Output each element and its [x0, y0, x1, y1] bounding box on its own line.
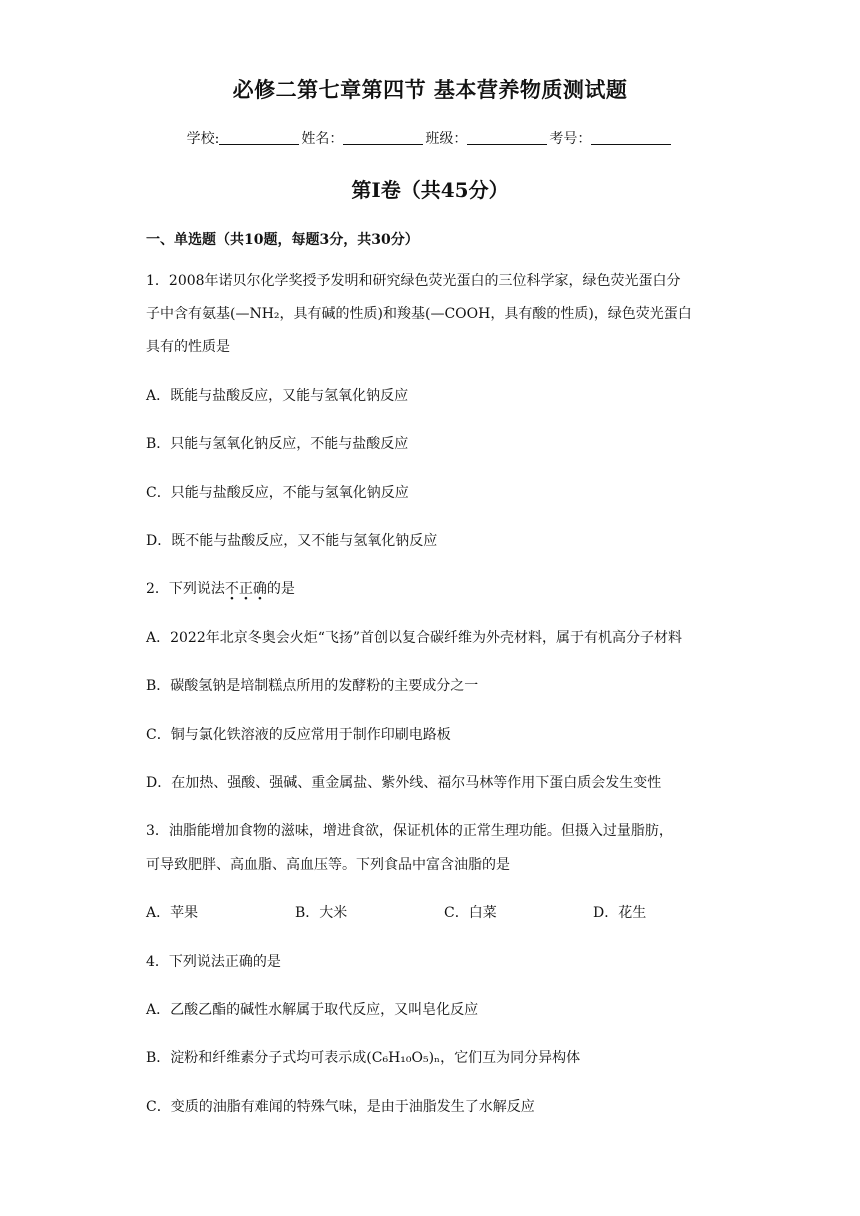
q1-stem-line-2: 子中含有氨基(—NH₂，具有碱的性质)和羧基(—COOH，具有酸的性质)，绿色荧光蛋白: [146, 306, 692, 322]
q3-stem-line-1: 3．油脂能增加食物的滋味，增进食欲，保证机体的正常生理功能。但摄入过量脂肪，: [146, 823, 673, 839]
number-blank: [591, 130, 671, 145]
q1-option-c: C．只能与盐酸反应，不能与氢氧化钠反应: [146, 485, 409, 501]
q3-option-b: B．大米: [295, 905, 348, 921]
q1-stem-line-1: 1．2008年诺贝尔化学奖授予发明和研究绿色荧光蛋白的三位科学家，绿色荧光蛋白分: [146, 273, 681, 289]
q2-emphasis-2: 正: [238, 581, 253, 597]
q3-stem-line-2: 可导致肥胖、高血脂、高血压等。下列食品中富含油脂的是: [146, 857, 510, 873]
q1-option-a: A．既能与盐酸反应，又能与氢氧化钠反应: [146, 388, 409, 404]
q2-option-d: D．在加热、强酸、强碱、重金属盐、紫外线、福尔马林等作用下蛋白质会发生变性: [146, 775, 662, 791]
q2-stem-prefix: 2．下列说法: [146, 581, 225, 597]
q4-option-b: B．淀粉和纤维素分子式均可表示成(C₆H₁₀O₅)ₙ，它们互为同分异构体: [146, 1050, 581, 1066]
q4-stem: 4．下列说法正确的是: [146, 954, 281, 970]
school-blank: [219, 130, 299, 145]
student-info-line: [0, 128, 860, 148]
name-label: 姓名：: [301, 131, 344, 147]
q3-option-a: A．苹果: [146, 905, 199, 921]
page-title: 必修二第七章第四节 基本营养物质测试题: [232, 77, 628, 102]
q4-option-c: C．变质的油脂有难闻的特殊气味，是由于油脂发生了水解反应: [146, 1099, 535, 1115]
q1-option-d: D．既不能与盐酸反应，又不能与氢氧化钠反应: [146, 533, 438, 549]
name-blank: [343, 130, 423, 145]
q1-option-b: B．只能与氢氧化钠反应，不能与盐酸反应: [146, 436, 409, 452]
section-title: 第Ⅰ卷（共45分）: [351, 178, 509, 202]
q2-stem: [146, 579, 295, 599]
number-label: 考号：: [549, 131, 592, 147]
class-label: 班级：: [425, 131, 468, 147]
class-blank: [467, 130, 547, 145]
part-title: 一、单选题（共10题，每题3分，共30分）: [146, 232, 419, 248]
q2-emphasis-3: 确: [252, 581, 267, 597]
q3-option-d: D．花生: [593, 905, 647, 921]
q2-option-c: C．铜与氯化铁溶液的反应常用于制作印刷电路板: [146, 727, 451, 743]
q4-option-a: A．乙酸乙酯的碱性水解属于取代反应，又叫皂化反应: [146, 1002, 479, 1018]
school-label: 学校:: [186, 131, 220, 147]
q3-option-c: C．白菜: [444, 905, 497, 921]
q2-option-a: A．2022年北京冬奥会火炬“飞扬”首创以复合碳纤维为外壳材料，属于有机高分子材料: [146, 630, 683, 646]
q2-stem-suffix: 的是: [266, 581, 295, 597]
q1-stem-line-3: 具有的性质是: [146, 339, 230, 355]
q2-option-b: B．碳酸氢钠是培制糕点所用的发酵粉的主要成分之一: [146, 678, 479, 694]
q2-emphasis-1: 不: [224, 581, 239, 597]
